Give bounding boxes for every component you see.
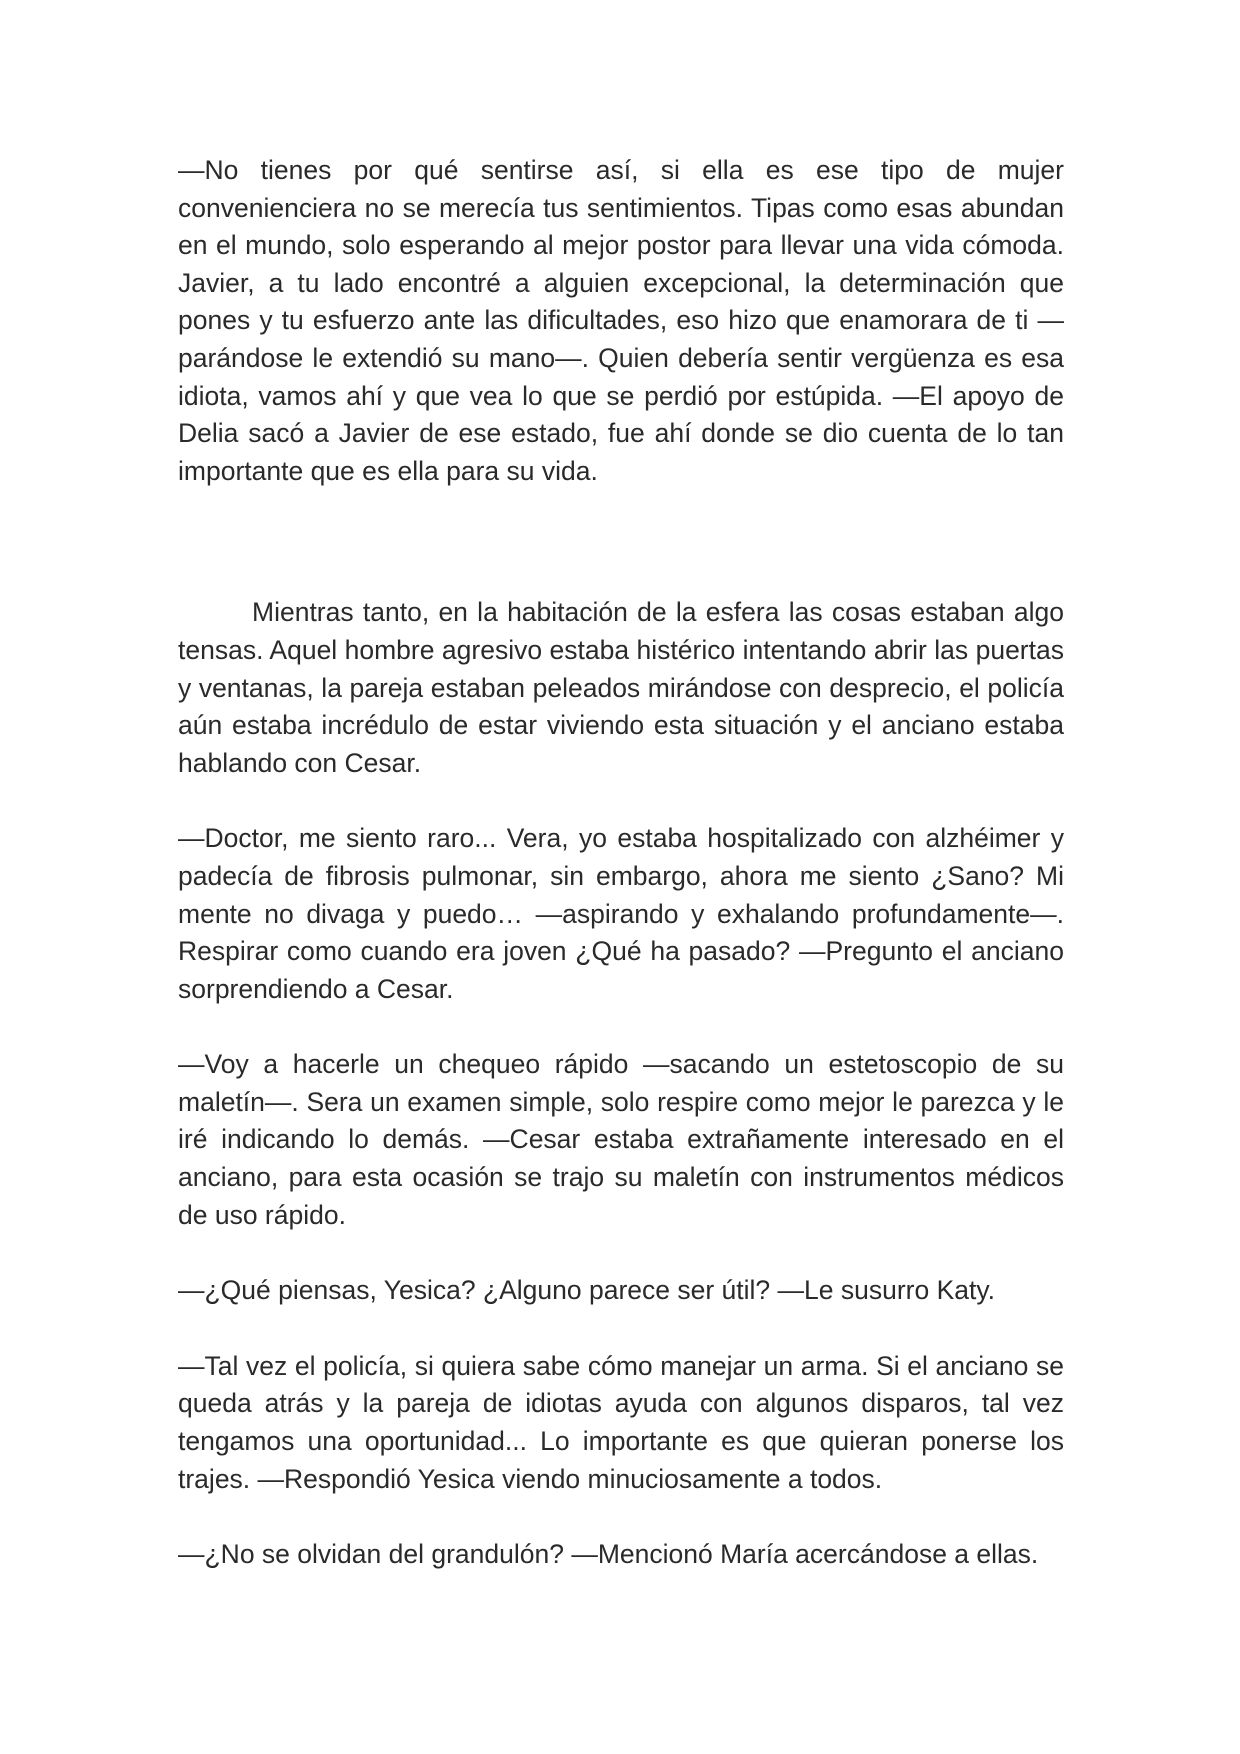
paragraph-gap: [178, 1008, 1064, 1046]
paragraph-sphere-room: Mientras tanto, en la habitación de la esfera las cosas estaban algo tensas. Aquel hombre agresivo estaba histérico intentando abrir las puertas y ventanas, la pareja estaban peleados mirándose con desprecio, el policía aún estaba incrédulo de estar viviendo esta situación y el anciano estaba hablando con Cesar.: [178, 597, 1064, 778]
text-body: [178, 152, 1064, 1574]
paragraph-elder-dialogue: —Doctor, me siento raro... Vera, yo estaba hospitalizado con alzhéimer y padecía de fibrosis pulmonar, sin embargo, ahora me siento ¿Sano? Mi mente no divaga y puedo… —aspirando y exhalando profundamente—. Respirar como cuando era joven ¿Qué ha pasado? —Pregunto el anciano sorprendiendo a Cesar.: [178, 823, 1064, 1004]
paragraph-gap: [178, 1498, 1064, 1536]
paragraph-gap: [178, 782, 1064, 820]
paragraph-yesica-answer: —Tal vez el policía, si quiera sabe cómo manejar un arma. Si el anciano se queda atrás y la pareja de idiotas ayuda con algunos disparos, tal vez tengamos una oportunidad... Lo importante es que quieran ponerse los trajes. —Respondió Yesica viendo minuciosamente a todos.: [178, 1350, 1064, 1494]
paragraph-maria-remark: —¿No se olvidan del grandulón? —Mencionó María acercándose a ellas.: [178, 1539, 1039, 1570]
paragraph-gap: [178, 1310, 1064, 1348]
paragraph-gap: [178, 1234, 1064, 1272]
paragraph-katy-question: —¿Qué piensas, Yesica? ¿Alguno parece ser útil? —Le susurro Katy.: [178, 1275, 996, 1306]
section-break: [178, 490, 1064, 594]
paragraph-cesar-checkup: —Voy a hacerle un chequeo rápido —sacando un estetoscopio de su maletín—. Sera un examen simple, solo respire como mejor le parezca y le iré indicando lo demás. —Cesar estaba extrañamente interesado en el anciano, para esta ocasión se trajo su maletín con instrumentos médicos de uso rápido.: [178, 1049, 1064, 1230]
paragraph-delia-support: —No tienes por qué sentirse así, si ella es ese tipo de mujer convenienciera no se merecía tus sentimientos. Tipas como esas abundan en el mundo, solo esperando al mejor postor para llevar una vida cómoda. Javier, a tu lado encontré a alguien excepcional, la determinación que pones y tu esfuerzo ante las dificultades, eso hizo que enamorara de ti —parándose le extendió su mano—. Quien debería sentir vergüenza es esa idiota, vamos ahí y que vea lo que se perdió por estúpida. —El apoyo de Delia sacó a Javier de ese estado, fue ahí donde se dio cuenta de lo tan importante que es ella para su vida.: [178, 155, 1064, 486]
